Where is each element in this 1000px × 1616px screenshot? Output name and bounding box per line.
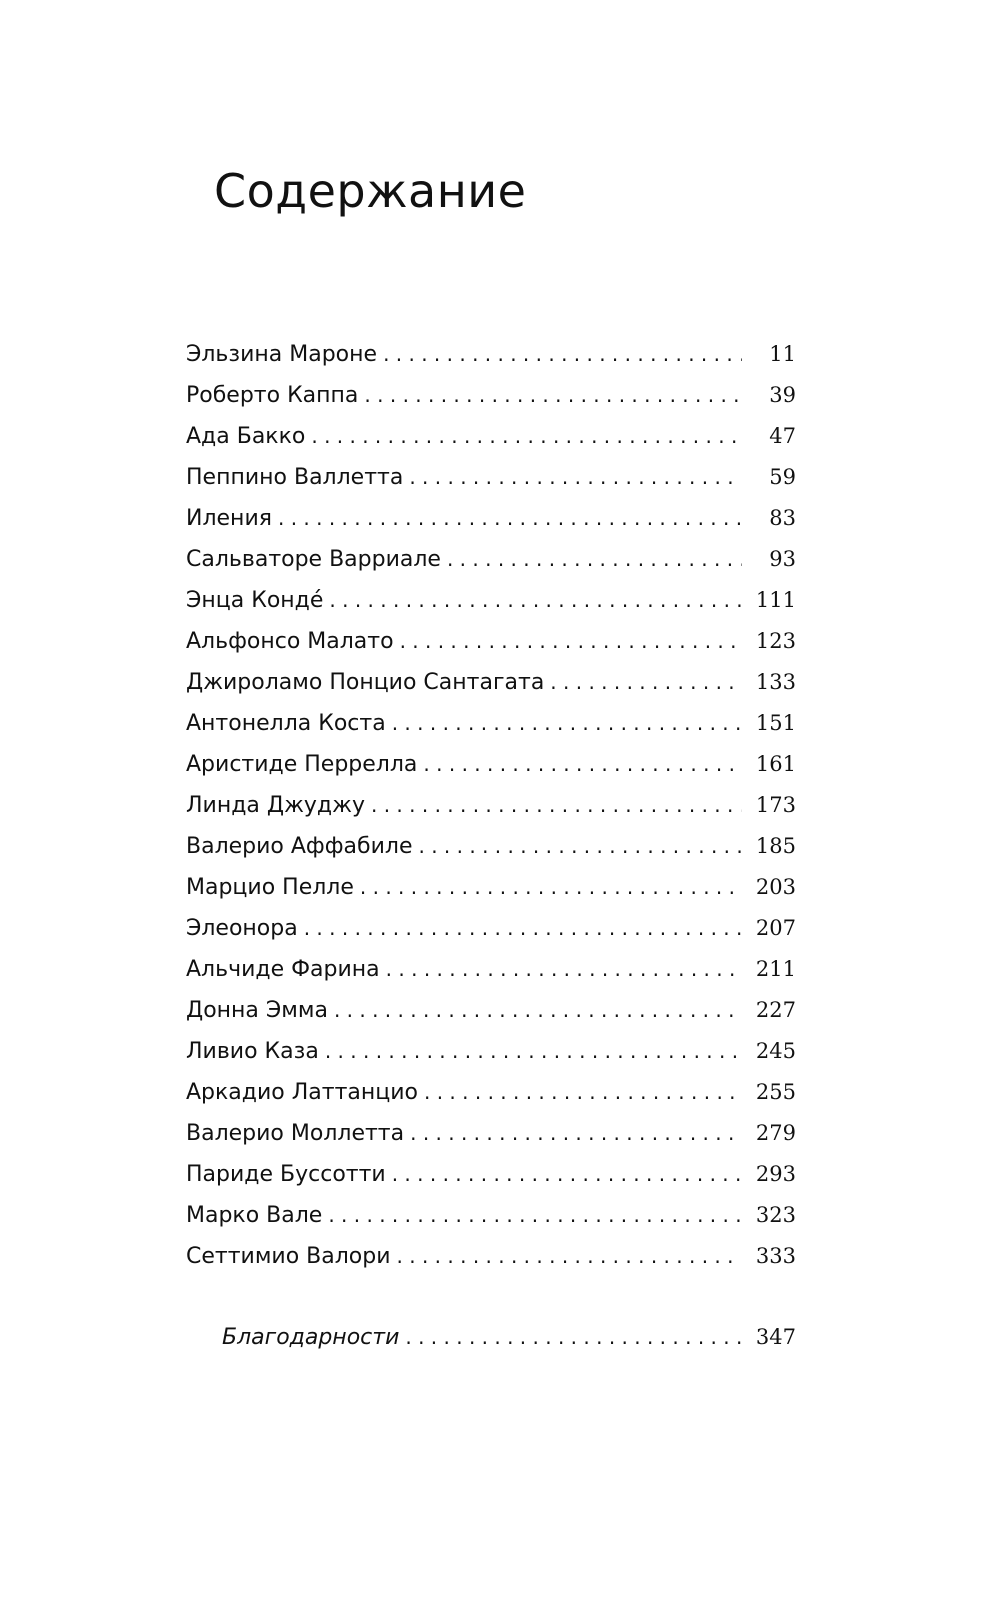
dot-leader	[550, 662, 742, 703]
toc-entry-page: 185	[755, 834, 796, 858]
toc-entry	[186, 785, 796, 826]
toc-entry	[186, 1031, 796, 1072]
toc-entry-page: 83	[769, 506, 796, 530]
toc-entry-page: 227	[755, 998, 796, 1022]
toc-entry-page: 293	[755, 1162, 796, 1186]
dot-leader	[386, 949, 742, 990]
toc-entry-title: Альфонсо Малато	[186, 629, 394, 654]
toc-entry	[186, 416, 796, 457]
toc-entry-title: Валерио Моллетта	[186, 1121, 405, 1146]
toc-entry-page: 347	[755, 1325, 796, 1349]
toc-entry	[186, 1113, 796, 1154]
toc-entry-title: Аристиде Перрелла	[186, 752, 418, 777]
toc-entry-title: Эльзина Мароне	[186, 342, 378, 367]
dot-leader	[364, 375, 742, 416]
toc-entry-title: Альчиде Фарина	[186, 957, 380, 982]
dot-leader	[311, 416, 742, 457]
dot-leader	[405, 1317, 742, 1358]
toc-entry-title: Пеппино Валлетта	[186, 465, 404, 490]
toc-entry-page: 47	[769, 424, 796, 448]
dot-leader	[371, 785, 742, 826]
toc-entry-acknowledgements	[222, 1317, 796, 1358]
dot-leader	[278, 498, 742, 539]
dot-leader	[424, 1072, 742, 1113]
toc-entry	[186, 498, 796, 539]
toc-entry-page: 133	[755, 670, 796, 694]
toc-entry-title: Марцио Пелле	[186, 875, 354, 900]
toc-entry-page: 11	[769, 342, 796, 366]
dot-leader	[409, 457, 742, 498]
toc-entry-page: 333	[755, 1244, 796, 1268]
toc-entry-title: Сальваторе Варриале	[186, 547, 441, 572]
dot-leader	[360, 867, 742, 908]
toc-entry-page: 245	[755, 1039, 796, 1063]
toc-entry-title: Марко Вале	[186, 1203, 323, 1228]
toc-entry-page: 255	[755, 1080, 796, 1104]
toc-entry-title: Сеттимио Валори	[186, 1244, 391, 1269]
toc-entry-page: 323	[755, 1203, 796, 1227]
toc-entry-page: 111	[755, 588, 796, 612]
toc-entry-page: 39	[769, 383, 796, 407]
dot-leader	[447, 539, 742, 580]
dot-leader	[304, 908, 742, 949]
toc-entry-title: Антонелла Коста	[186, 711, 386, 736]
toc-entry	[186, 1154, 796, 1195]
dot-leader	[328, 1195, 742, 1236]
toc-entry-page: 123	[755, 629, 796, 653]
toc-entry-title: Валерио Аффабиле	[186, 834, 413, 859]
toc-entry-title: Аркадио Латтанцио	[186, 1080, 418, 1105]
dot-leader	[423, 744, 742, 785]
toc-entry	[186, 1072, 796, 1113]
dot-leader	[325, 1031, 742, 1072]
table-of-contents	[186, 334, 796, 1277]
toc-entry-page: 161	[755, 752, 796, 776]
toc-entry-title: Энца Конде́	[186, 588, 324, 613]
dot-leader	[392, 703, 742, 744]
toc-entry-page: 59	[769, 465, 796, 489]
toc-entry-title: Джироламо Понцио Сантагата	[186, 670, 545, 695]
toc-entry	[186, 908, 796, 949]
toc-entry-title: Ливио Каза	[186, 1039, 319, 1064]
toc-entry	[186, 334, 796, 375]
toc-entry-page: 207	[755, 916, 796, 940]
dot-leader	[397, 1236, 742, 1277]
toc-entry	[186, 949, 796, 990]
toc-entry	[186, 826, 796, 867]
toc-entry	[186, 1236, 796, 1277]
toc-entry-title: Иления	[186, 506, 272, 531]
toc-entry-title: Ада Бакко	[186, 424, 306, 449]
dot-leader	[329, 580, 742, 621]
toc-entry-title: Элеонора	[186, 916, 298, 941]
toc-entry	[186, 744, 796, 785]
toc-entry	[186, 1195, 796, 1236]
dot-leader	[419, 826, 743, 867]
toc-entry	[186, 580, 796, 621]
toc-entry-page: 93	[769, 547, 796, 571]
toc-entry	[186, 457, 796, 498]
toc-entry	[186, 539, 796, 580]
toc-entry-page: 151	[755, 711, 796, 735]
toc-entry	[186, 867, 796, 908]
toc-entry-page: 203	[755, 875, 796, 899]
toc-entry-page: 279	[755, 1121, 796, 1145]
dot-leader	[392, 1154, 742, 1195]
toc-entry-title: Благодарности	[222, 1325, 400, 1350]
page-title: Содержание	[214, 164, 527, 218]
toc-entry-page: 211	[755, 957, 796, 981]
toc-entry-title: Линда Джуджу	[186, 793, 365, 818]
toc-entry-title: Париде Буссотти	[186, 1162, 386, 1187]
toc-entry	[186, 375, 796, 416]
toc-entry	[186, 990, 796, 1031]
toc-entry	[186, 662, 796, 703]
dot-leader	[400, 621, 742, 662]
dot-leader	[410, 1113, 742, 1154]
toc-entry-title: Донна Эмма	[186, 998, 328, 1023]
toc-entry	[186, 703, 796, 744]
toc-entry	[186, 621, 796, 662]
dot-leader	[383, 334, 742, 375]
dot-leader	[334, 990, 742, 1031]
toc-entry-page: 173	[755, 793, 796, 817]
toc-entry-title: Роберто Каппа	[186, 383, 359, 408]
